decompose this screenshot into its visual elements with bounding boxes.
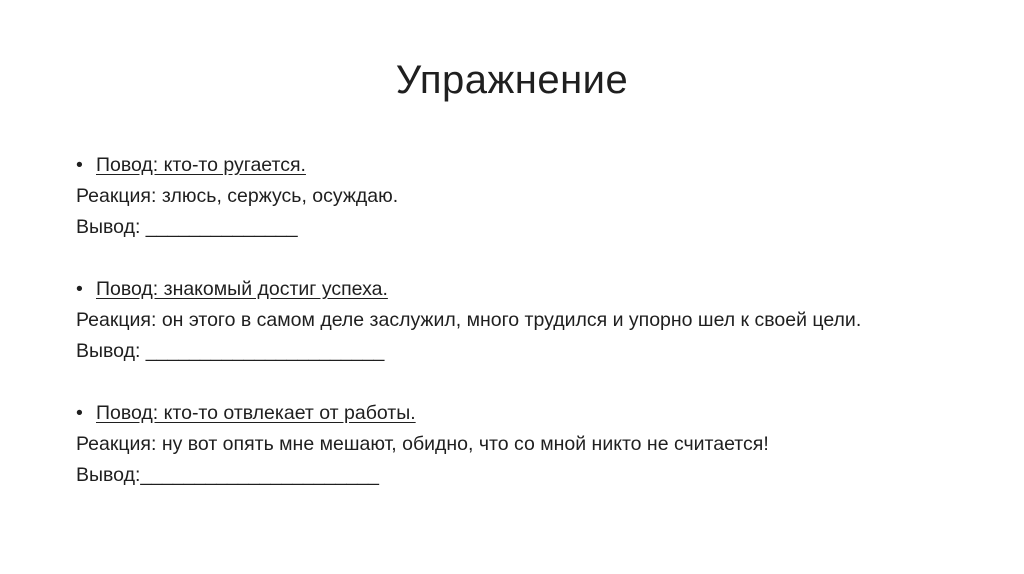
reason-text: Повод: кто-то ругается.	[96, 154, 306, 176]
reaction-text: Реакция: он этого в самом деле заслужил, много трудился и упорно шел к своей цели.	[76, 309, 862, 331]
bullet-icon: •	[76, 278, 83, 300]
reason-line	[76, 398, 996, 429]
conclusion-text: Вывод: ______________	[76, 216, 298, 238]
reason-text: Повод: знакомый достиг успеха.	[96, 278, 388, 300]
conclusion-text: Вывод: ______________________	[76, 340, 385, 362]
slide-body	[76, 150, 996, 522]
exercise-item-3	[76, 398, 996, 491]
reason-text: Повод: кто-то отвлекает от работы.	[96, 402, 416, 424]
reaction-text: Реакция: ну вот опять мне мешают, обидно, что со мной никто не считается!	[76, 433, 769, 455]
slide-title: Упражнение	[395, 58, 629, 102]
reason-line	[76, 274, 996, 305]
exercise-item-2	[76, 274, 996, 367]
conclusion-text: Вывод:______________________	[76, 464, 379, 486]
bullet-icon: •	[76, 402, 83, 424]
bullet-icon: •	[76, 154, 83, 176]
exercise-item-1	[76, 150, 996, 243]
reason-line	[76, 150, 996, 181]
reaction-text: Реакция: злюсь, сержусь, осуждаю.	[76, 185, 399, 207]
